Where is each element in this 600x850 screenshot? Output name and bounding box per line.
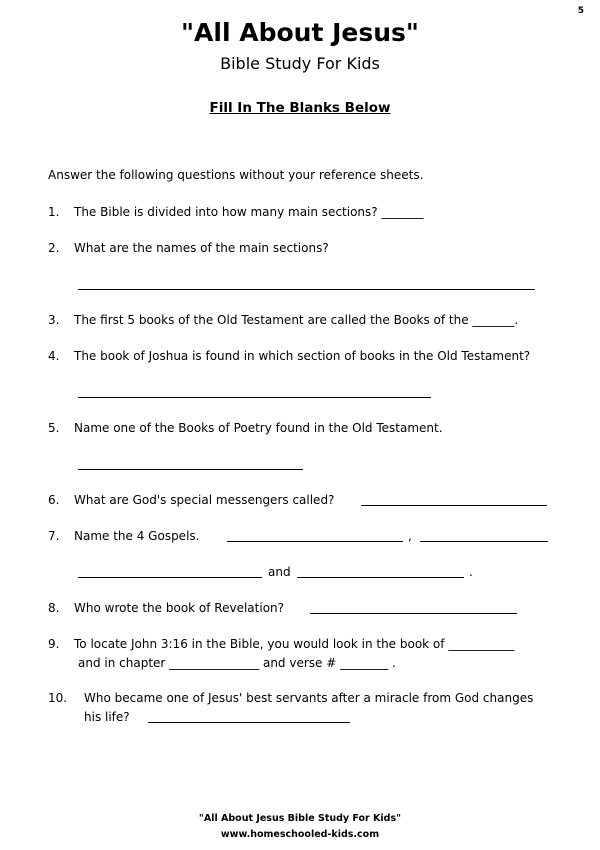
question-text: The Bible is divided into how many main sections? _______ bbox=[74, 205, 424, 219]
footer-url: www.homeschooled-kids.com bbox=[220, 829, 380, 840]
section-heading: Fill In The Blanks Below bbox=[209, 100, 391, 116]
gospel-end: . bbox=[469, 565, 473, 579]
question-number: 9. bbox=[48, 637, 60, 651]
gospel-and: and bbox=[268, 565, 291, 579]
question-5 bbox=[48, 420, 443, 437]
question-number: 3. bbox=[48, 313, 60, 327]
answer-line-7b[interactable] bbox=[420, 541, 548, 542]
question-text: What are the names of the main sections? bbox=[74, 241, 329, 255]
gospel-separator: , bbox=[408, 529, 412, 543]
question-2 bbox=[48, 240, 329, 257]
question-text: To locate John 3:16 in the Bible, you would look in the book of ___________ bbox=[74, 637, 515, 651]
question-text: Who became one of Jesus' best servants after a miracle from God changes bbox=[84, 691, 534, 705]
question-text: What are God's special messengers called? bbox=[74, 493, 335, 507]
answer-line-4[interactable] bbox=[78, 397, 431, 398]
question-10 bbox=[48, 690, 533, 707]
question-text: Name the 4 Gospels. bbox=[74, 529, 200, 543]
question-9-line-2: and in chapter _______________ and verse # ________ . bbox=[78, 656, 396, 670]
page-subtitle: Bible Study For Kids bbox=[220, 54, 380, 73]
question-number: 6. bbox=[48, 493, 60, 507]
question-text: The first 5 books of the Old Testament are called the Books of the _______. bbox=[74, 313, 519, 327]
page-title: "All About Jesus" bbox=[181, 18, 419, 47]
question-text: The book of Joshua is found in which section of books in the Old Testament? bbox=[74, 349, 531, 363]
question-10-line-2: his life? bbox=[84, 710, 130, 724]
footer-title: "All About Jesus Bible Study For Kids" bbox=[198, 813, 402, 824]
question-8 bbox=[48, 600, 284, 617]
question-number: 5. bbox=[48, 421, 60, 435]
answer-line-7d[interactable] bbox=[297, 577, 464, 578]
question-9 bbox=[48, 636, 514, 653]
answer-line-10[interactable] bbox=[148, 722, 350, 723]
answer-line-6[interactable] bbox=[361, 505, 547, 506]
answer-line-8[interactable] bbox=[310, 613, 517, 614]
question-number: 2. bbox=[48, 241, 60, 255]
question-6 bbox=[48, 492, 334, 509]
page-number: 5 bbox=[577, 6, 584, 16]
question-number: 4. bbox=[48, 349, 60, 363]
question-3 bbox=[48, 312, 518, 329]
question-text: Name one of the Books of Poetry found in the Old Testament. bbox=[74, 421, 443, 435]
answer-line-5[interactable] bbox=[78, 469, 303, 470]
question-7 bbox=[48, 528, 199, 545]
question-1 bbox=[48, 204, 423, 221]
answer-line-7c[interactable] bbox=[78, 577, 262, 578]
question-number: 10. bbox=[48, 691, 68, 705]
question-number: 1. bbox=[48, 205, 60, 219]
instructions-text: Answer the following questions without your reference sheets. bbox=[48, 168, 424, 182]
answer-line-2[interactable] bbox=[78, 289, 535, 290]
question-4 bbox=[48, 348, 530, 365]
answer-line-7a[interactable] bbox=[227, 541, 403, 542]
question-number: 7. bbox=[48, 529, 60, 543]
question-text: Who wrote the book of Revelation? bbox=[74, 601, 285, 615]
question-number: 8. bbox=[48, 601, 60, 615]
